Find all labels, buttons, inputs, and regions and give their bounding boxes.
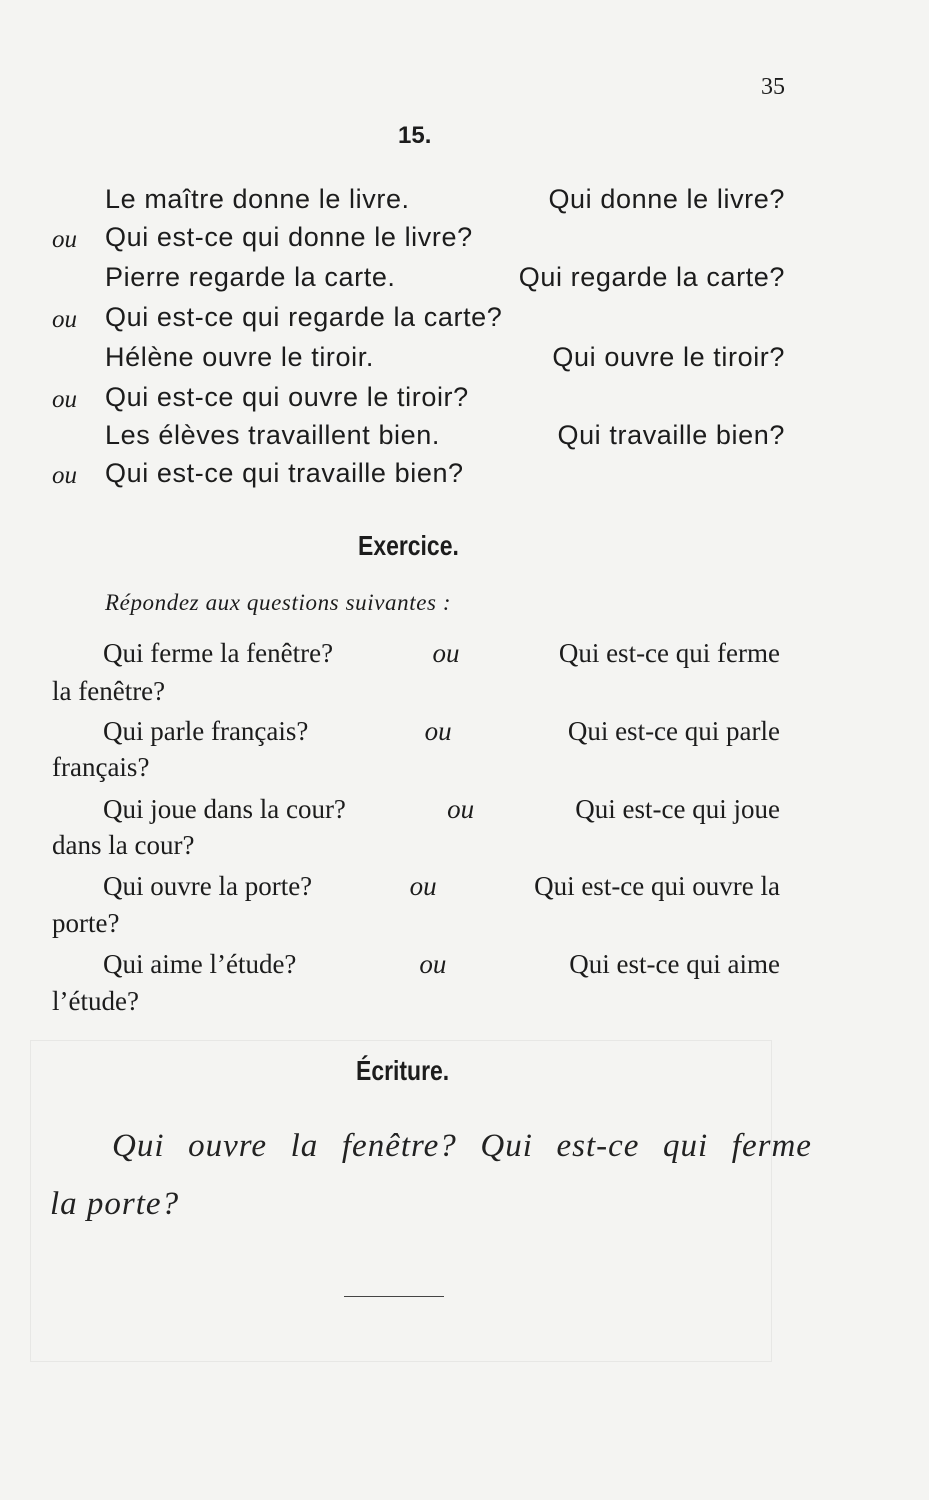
question: Qui ferme la fenêtre? <box>103 638 334 668</box>
question: Qui travaille bien? <box>557 420 785 450</box>
question: Qui joue dans la cour? <box>103 794 346 824</box>
lesson-line <box>105 262 785 293</box>
lesson-line: Qui est-ce qui regarde la carte? <box>105 302 503 332</box>
alt-question: Qui est-ce qui ferme <box>558 638 780 668</box>
alt-question: Qui est-ce qui aime <box>569 949 780 979</box>
exercice-continuation: français? <box>52 752 150 782</box>
exercice-continuation: dans la cour? <box>52 830 195 860</box>
exercice-item <box>52 716 780 747</box>
exercice-continuation: l’étude? <box>52 986 139 1016</box>
question: Qui donne le livre? <box>548 184 785 214</box>
exercice-item <box>52 949 780 980</box>
script-word: qui <box>663 1128 709 1164</box>
statement: Pierre regarde la carte. <box>105 262 396 292</box>
question: Qui ouvre la porte? <box>103 871 313 901</box>
question: Qui regarde la carte? <box>518 262 785 292</box>
question: Qui aime l’étude? <box>103 949 297 979</box>
exercice-continuation: porte? <box>52 908 120 938</box>
script-word: ferme <box>731 1128 812 1164</box>
ou-label: ou <box>52 386 77 413</box>
script-word: Qui <box>112 1128 165 1164</box>
exercice-item <box>52 871 780 902</box>
exercice-instruction: Répondez aux questions suivantes : <box>105 590 452 615</box>
ou-label: ou <box>52 226 77 253</box>
ou-label: ou <box>447 794 475 824</box>
statement: Les élèves travaillent bien. <box>105 420 440 450</box>
statement: Le maître donne le livre. <box>105 184 410 214</box>
script-word: ouvre <box>188 1128 268 1164</box>
alt-question: Qui est-ce qui ouvre la <box>534 871 780 901</box>
handwriting-line: la porte? <box>50 1186 180 1222</box>
question: Qui parle français? <box>103 716 309 746</box>
ou-label: ou <box>432 638 460 668</box>
exercice-continuation: la fenêtre? <box>52 676 166 706</box>
ou-label: ou <box>52 462 77 489</box>
page-number: 35 <box>761 74 785 100</box>
ou-label: ou <box>424 716 452 746</box>
exercice-item <box>52 638 780 669</box>
script-word: fenêtre? <box>341 1128 457 1164</box>
section-divider <box>344 1296 444 1297</box>
ou-label: ou <box>409 871 437 901</box>
lesson-line <box>105 184 785 215</box>
lesson-line: Qui est-ce qui travaille bien? <box>105 458 464 488</box>
exercice-item <box>52 794 780 825</box>
lesson-number: 15. <box>398 122 432 149</box>
handwriting-line <box>112 1128 812 1165</box>
alt-question: Qui est-ce qui joue <box>575 794 780 824</box>
ecriture-heading: Écriture. <box>356 1055 450 1086</box>
script-word: la <box>290 1128 319 1164</box>
lesson-line: Qui est-ce qui donne le livre? <box>105 222 473 252</box>
question: Qui ouvre le tiroir? <box>552 342 785 372</box>
script-word: est-ce <box>556 1128 640 1164</box>
alt-question: Qui est-ce qui parle <box>567 716 780 746</box>
script-word: Qui <box>480 1128 533 1164</box>
statement: Hélène ouvre le tiroir. <box>105 342 374 372</box>
lesson-line <box>105 342 785 373</box>
lesson-line: Qui est-ce qui ouvre le tiroir? <box>105 382 469 412</box>
ou-label: ou <box>52 306 77 333</box>
ou-label: ou <box>419 949 447 979</box>
exercice-heading: Exercice. <box>358 530 459 561</box>
lesson-line <box>105 420 785 451</box>
